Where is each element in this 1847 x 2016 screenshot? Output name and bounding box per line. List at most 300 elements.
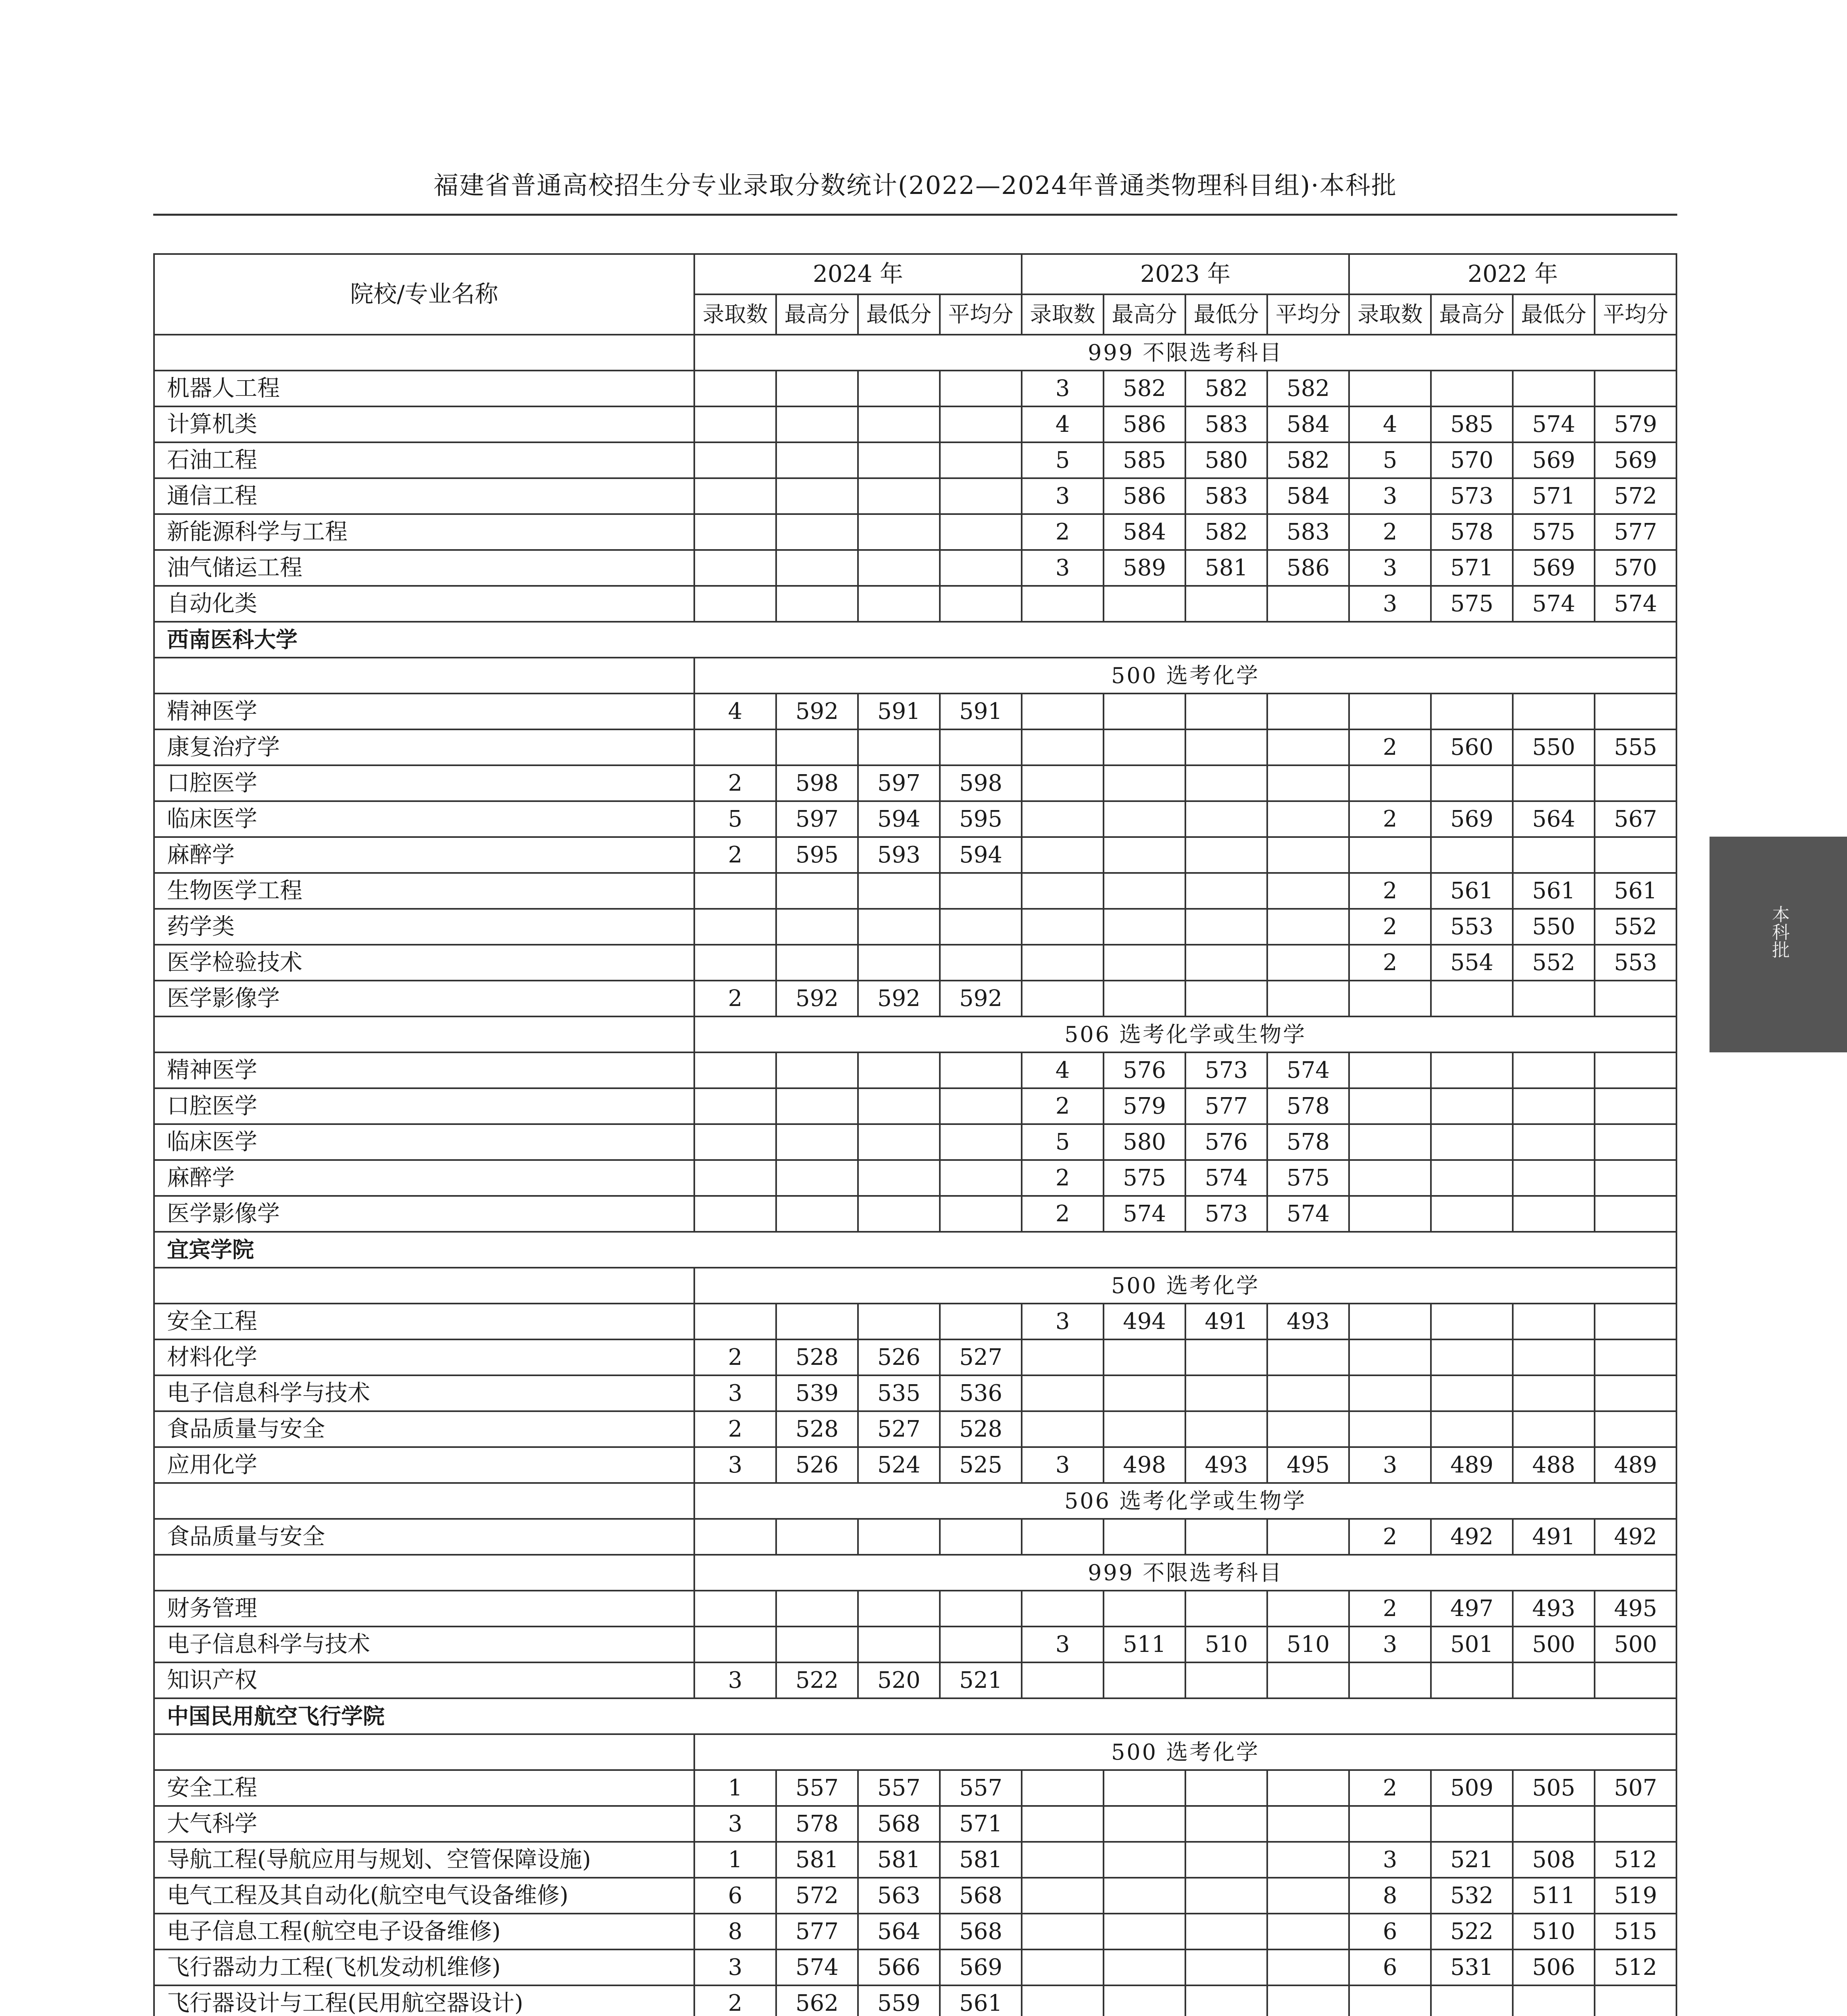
score-cell: 3 xyxy=(1349,478,1431,514)
score-cell xyxy=(1185,1914,1267,1949)
score-cell xyxy=(1022,1985,1104,2016)
score-cell: 512 xyxy=(1595,1949,1676,1985)
score-cell: 597 xyxy=(776,801,858,837)
score-cell xyxy=(1022,1806,1104,1842)
score-cell: 561 xyxy=(1431,873,1513,909)
score-cell: 574 xyxy=(1267,1052,1349,1088)
score-cell xyxy=(858,1304,940,1339)
score-cell: 581 xyxy=(776,1842,858,1878)
score-cell: 2 xyxy=(1349,1519,1431,1555)
score-cell: 488 xyxy=(1513,1447,1595,1483)
score-cell xyxy=(694,406,776,442)
year-header: 2024 年 xyxy=(694,254,1022,294)
score-cell xyxy=(1513,1304,1595,1339)
major-name: 安全工程 xyxy=(154,1304,694,1339)
major-name: 材料化学 xyxy=(154,1339,694,1375)
table-row xyxy=(154,514,1676,550)
major-name: 口腔医学 xyxy=(154,765,694,801)
score-cell: 2 xyxy=(1349,801,1431,837)
score-cell xyxy=(1104,1842,1185,1878)
table-row xyxy=(154,1052,1676,1088)
major-name: 计算机类 xyxy=(154,406,694,442)
table-row xyxy=(154,909,1676,945)
score-cell: 591 xyxy=(858,694,940,729)
score-cell: 494 xyxy=(1104,1304,1185,1339)
score-cell xyxy=(776,873,858,909)
score-cell: 567 xyxy=(1595,801,1676,837)
score-cell xyxy=(776,514,858,550)
score-cell xyxy=(1595,1304,1676,1339)
score-cell: 491 xyxy=(1513,1519,1595,1555)
score-cell xyxy=(940,550,1022,586)
score-cell xyxy=(1595,1196,1676,1232)
score-cell: 581 xyxy=(940,1842,1022,1878)
score-cell xyxy=(1104,1949,1185,1985)
score-cell: 574 xyxy=(1595,586,1676,622)
score-cell xyxy=(776,1160,858,1196)
score-cell xyxy=(1431,1985,1513,2016)
score-cell xyxy=(1513,371,1595,406)
score-cell xyxy=(1267,1770,1349,1806)
score-cell xyxy=(1267,1949,1349,1985)
subject-requirement: 506 选考化学或生物学 xyxy=(694,1016,1676,1052)
major-name: 知识产权 xyxy=(154,1662,694,1698)
score-cell xyxy=(858,371,940,406)
score-cell xyxy=(1022,909,1104,945)
score-cell: 493 xyxy=(1513,1591,1595,1627)
school-row xyxy=(154,622,1676,658)
score-cell xyxy=(776,1627,858,1662)
score-cell: 571 xyxy=(1431,550,1513,586)
score-cell xyxy=(1595,694,1676,729)
table-row xyxy=(154,1914,1676,1949)
score-cell: 2 xyxy=(694,981,776,1016)
score-cell: 577 xyxy=(776,1914,858,1949)
score-cell: 2 xyxy=(1349,729,1431,765)
score-cell: 2 xyxy=(1349,873,1431,909)
score-cell: 580 xyxy=(1185,442,1267,478)
score-cell xyxy=(694,1304,776,1339)
score-cell xyxy=(1104,765,1185,801)
table-row xyxy=(154,442,1676,478)
score-cell: 6 xyxy=(1349,1949,1431,1985)
score-cell: 584 xyxy=(1104,514,1185,550)
score-cell xyxy=(858,1124,940,1160)
major-name: 口腔医学 xyxy=(154,1088,694,1124)
score-cell: 522 xyxy=(1431,1914,1513,1949)
score-cell: 568 xyxy=(940,1914,1022,1949)
score-cell: 555 xyxy=(1595,729,1676,765)
score-cell xyxy=(940,1519,1022,1555)
score-cell xyxy=(1104,729,1185,765)
score-cell: 2 xyxy=(1022,514,1104,550)
score-cell: 493 xyxy=(1267,1304,1349,1339)
major-name: 电子信息科学与技术 xyxy=(154,1627,694,1662)
score-cell: 492 xyxy=(1431,1519,1513,1555)
score-cell: 550 xyxy=(1513,729,1595,765)
major-name: 飞行器动力工程(飞机发动机维修) xyxy=(154,1949,694,1985)
column-sub-header: 最低分 xyxy=(858,294,940,335)
score-cell xyxy=(1595,1088,1676,1124)
major-name: 临床医学 xyxy=(154,1124,694,1160)
score-cell xyxy=(1349,1304,1431,1339)
score-cell xyxy=(858,1196,940,1232)
score-cell: 495 xyxy=(1267,1447,1349,1483)
score-cell: 531 xyxy=(1431,1949,1513,1985)
score-cell xyxy=(1431,371,1513,406)
score-cell: 584 xyxy=(1267,478,1349,514)
score-cell: 5 xyxy=(1022,1124,1104,1160)
score-cell xyxy=(1513,1160,1595,1196)
major-name: 石油工程 xyxy=(154,442,694,478)
subject-requirement-row xyxy=(154,658,1676,694)
blank-cell xyxy=(154,1734,694,1770)
score-cell xyxy=(1267,1339,1349,1375)
score-cell xyxy=(1022,801,1104,837)
score-cell xyxy=(1104,1411,1185,1447)
table-row xyxy=(154,550,1676,586)
score-cell xyxy=(694,945,776,981)
score-cell xyxy=(858,1519,940,1555)
school-name: 宜宾学院 xyxy=(154,1232,1676,1268)
score-cell xyxy=(1104,1878,1185,1914)
running-header: 福建省普通高校招生分专业录取分数统计(2022—2024年普通类物理科目组)·本科批 xyxy=(433,171,1397,200)
score-cell xyxy=(776,586,858,622)
table-row xyxy=(154,1088,1676,1124)
table-row xyxy=(154,1160,1676,1196)
score-cell xyxy=(858,406,940,442)
score-cell xyxy=(1349,1088,1431,1124)
table-row xyxy=(154,1806,1676,1842)
score-cell xyxy=(940,406,1022,442)
score-cell: 570 xyxy=(1595,550,1676,586)
score-cell: 591 xyxy=(940,694,1022,729)
score-cell xyxy=(1513,1124,1595,1160)
score-cell xyxy=(1104,837,1185,873)
major-name: 医学检验技术 xyxy=(154,945,694,981)
score-cell xyxy=(1431,1088,1513,1124)
year-header: 2023 年 xyxy=(1022,254,1349,294)
major-name: 通信工程 xyxy=(154,478,694,514)
score-cell xyxy=(858,550,940,586)
score-cell xyxy=(940,1304,1022,1339)
column-sub-header: 最高分 xyxy=(1104,294,1185,335)
side-tab-label: 本科批 xyxy=(1769,905,1789,958)
major-name: 自动化类 xyxy=(154,586,694,622)
score-cell: 571 xyxy=(1513,478,1595,514)
score-cell xyxy=(694,1591,776,1627)
score-cell xyxy=(776,729,858,765)
score-cell: 566 xyxy=(858,1949,940,1985)
score-cell xyxy=(1267,981,1349,1016)
major-name: 康复治疗学 xyxy=(154,729,694,765)
score-cell xyxy=(1104,586,1185,622)
score-cell: 598 xyxy=(940,765,1022,801)
score-cell: 575 xyxy=(1431,586,1513,622)
score-cell xyxy=(1513,1375,1595,1411)
column-sub-header: 最高分 xyxy=(1431,294,1513,335)
score-cell xyxy=(858,1052,940,1088)
score-cell xyxy=(1349,837,1431,873)
score-cell: 574 xyxy=(776,1949,858,1985)
subject-requirement: 999 不限选考科目 xyxy=(694,335,1676,371)
score-cell xyxy=(1185,837,1267,873)
table-row xyxy=(154,729,1676,765)
score-cell xyxy=(1022,1591,1104,1627)
score-cell: 3 xyxy=(1022,550,1104,586)
score-cell: 526 xyxy=(858,1339,940,1375)
score-cell xyxy=(1513,1985,1595,2016)
score-cell: 5 xyxy=(1349,442,1431,478)
subject-requirement-row xyxy=(154,1268,1676,1304)
score-cell xyxy=(694,909,776,945)
score-cell: 577 xyxy=(1595,514,1676,550)
score-cell: 536 xyxy=(940,1375,1022,1411)
score-cell xyxy=(694,1124,776,1160)
score-cell: 508 xyxy=(1513,1842,1595,1878)
score-cell xyxy=(1104,1770,1185,1806)
score-cell: 570 xyxy=(1431,442,1513,478)
score-cell xyxy=(1349,1662,1431,1698)
score-cell xyxy=(776,1591,858,1627)
score-cell: 521 xyxy=(1431,1842,1513,1878)
score-cell xyxy=(1431,1052,1513,1088)
score-cell xyxy=(1185,945,1267,981)
year-header-row xyxy=(154,254,1676,294)
score-cell: 595 xyxy=(940,801,1022,837)
score-cell: 532 xyxy=(1431,1878,1513,1914)
score-cell: 550 xyxy=(1513,909,1595,945)
score-cell xyxy=(1185,1878,1267,1914)
score-cell: 561 xyxy=(1595,873,1676,909)
score-cell: 594 xyxy=(940,837,1022,873)
score-cell xyxy=(1595,1052,1676,1088)
score-cell: 3 xyxy=(1022,1447,1104,1483)
major-name: 食品质量与安全 xyxy=(154,1519,694,1555)
score-cell: 528 xyxy=(940,1411,1022,1447)
score-cell: 569 xyxy=(940,1949,1022,1985)
major-name: 药学类 xyxy=(154,909,694,945)
score-cell xyxy=(1431,837,1513,873)
score-cell: 2 xyxy=(1349,945,1431,981)
score-cell xyxy=(776,1052,858,1088)
score-cell: 539 xyxy=(776,1375,858,1411)
score-cell xyxy=(1022,1914,1104,1949)
school-row xyxy=(154,1232,1676,1268)
table-row xyxy=(154,1447,1676,1483)
score-cell xyxy=(858,478,940,514)
score-cell xyxy=(940,945,1022,981)
score-cell xyxy=(1185,873,1267,909)
score-cell: 519 xyxy=(1595,1878,1676,1914)
score-cell xyxy=(940,586,1022,622)
score-cell: 574 xyxy=(1267,1196,1349,1232)
score-cell xyxy=(1185,1411,1267,1447)
school-name: 中国民用航空飞行学院 xyxy=(154,1698,1676,1734)
score-cell xyxy=(940,442,1022,478)
score-cell xyxy=(1595,1124,1676,1160)
score-cell xyxy=(1349,1196,1431,1232)
score-cell: 3 xyxy=(694,1949,776,1985)
blank-cell xyxy=(154,1483,694,1519)
score-cell: 582 xyxy=(1104,371,1185,406)
score-cell xyxy=(1595,1985,1676,2016)
score-cell xyxy=(1185,801,1267,837)
score-cell xyxy=(1022,1339,1104,1375)
score-cell xyxy=(858,586,940,622)
year-header: 2022 年 xyxy=(1349,254,1676,294)
score-cell xyxy=(1185,1806,1267,1842)
score-cell: 2 xyxy=(1022,1088,1104,1124)
score-cell xyxy=(1104,1339,1185,1375)
score-cell xyxy=(694,1052,776,1088)
score-cell xyxy=(1513,694,1595,729)
score-cell xyxy=(1185,694,1267,729)
score-cell xyxy=(776,371,858,406)
score-cell: 575 xyxy=(1513,514,1595,550)
score-cell: 597 xyxy=(858,765,940,801)
score-cell: 580 xyxy=(1104,1124,1185,1160)
score-cell xyxy=(1022,765,1104,801)
score-cell xyxy=(1431,1124,1513,1160)
score-cell: 578 xyxy=(1267,1088,1349,1124)
score-cell xyxy=(1267,1375,1349,1411)
score-cell: 3 xyxy=(694,1375,776,1411)
score-cell: 592 xyxy=(776,694,858,729)
score-cell: 5 xyxy=(1022,442,1104,478)
score-cell: 2 xyxy=(1022,1196,1104,1232)
score-cell xyxy=(694,550,776,586)
score-cell: 592 xyxy=(858,981,940,1016)
score-cell: 524 xyxy=(858,1447,940,1483)
school-name: 西南医科大学 xyxy=(154,622,1676,658)
score-cell xyxy=(1267,801,1349,837)
score-cell xyxy=(694,371,776,406)
score-cell: 527 xyxy=(940,1339,1022,1375)
score-cell xyxy=(1513,981,1595,1016)
column-sub-header: 录取数 xyxy=(694,294,776,335)
score-cell: 3 xyxy=(694,1662,776,1698)
score-cell xyxy=(858,1160,940,1196)
score-cell xyxy=(1104,801,1185,837)
score-cell: 592 xyxy=(776,981,858,1016)
score-cell xyxy=(1104,1985,1185,2016)
table-row xyxy=(154,1662,1676,1698)
score-cell xyxy=(1022,729,1104,765)
score-cell xyxy=(1431,1806,1513,1842)
score-cell: 572 xyxy=(1595,478,1676,514)
subject-requirement: 500 选考化学 xyxy=(694,1268,1676,1304)
score-cell xyxy=(1104,1662,1185,1698)
score-cell xyxy=(1513,837,1595,873)
table-row xyxy=(154,1519,1676,1555)
score-cell xyxy=(940,1196,1022,1232)
table-row xyxy=(154,1985,1676,2016)
score-cell: 497 xyxy=(1431,1591,1513,1627)
score-cell: 528 xyxy=(776,1339,858,1375)
score-cell xyxy=(1431,981,1513,1016)
score-cell: 569 xyxy=(1595,442,1676,478)
score-cell xyxy=(776,442,858,478)
blank-cell xyxy=(154,1268,694,1304)
score-cell: 569 xyxy=(1513,442,1595,478)
score-cell: 2 xyxy=(694,765,776,801)
score-cell: 593 xyxy=(858,837,940,873)
subject-requirement-row xyxy=(154,1555,1676,1591)
score-cell xyxy=(858,729,940,765)
score-cell: 586 xyxy=(1104,406,1185,442)
column-sub-header: 最高分 xyxy=(776,294,858,335)
score-cell: 2 xyxy=(694,1985,776,2016)
score-cell xyxy=(1267,1411,1349,1447)
table-row xyxy=(154,1124,1676,1160)
table-row xyxy=(154,1196,1676,1232)
score-cell xyxy=(1185,1519,1267,1555)
score-cell xyxy=(1595,765,1676,801)
score-cell: 562 xyxy=(776,1985,858,2016)
major-name: 安全工程 xyxy=(154,1770,694,1806)
score-cell xyxy=(1349,1985,1431,2016)
score-cell: 527 xyxy=(858,1411,940,1447)
score-cell xyxy=(940,514,1022,550)
score-cell: 578 xyxy=(1431,514,1513,550)
score-cell: 501 xyxy=(1431,1627,1513,1662)
score-cell: 3 xyxy=(1022,1304,1104,1339)
table-row xyxy=(154,945,1676,981)
score-cell: 522 xyxy=(776,1662,858,1698)
score-cell: 574 xyxy=(1104,1196,1185,1232)
score-cell: 584 xyxy=(1267,406,1349,442)
score-cell: 581 xyxy=(1185,550,1267,586)
table-row xyxy=(154,406,1676,442)
score-cell xyxy=(1022,1770,1104,1806)
score-cell xyxy=(1513,1662,1595,1698)
score-cell xyxy=(1267,1842,1349,1878)
score-cell: 3 xyxy=(694,1806,776,1842)
score-cell xyxy=(1431,765,1513,801)
score-cell: 2 xyxy=(1349,909,1431,945)
score-cell xyxy=(1267,1806,1349,1842)
score-cell xyxy=(1513,1339,1595,1375)
score-cell: 500 xyxy=(1513,1627,1595,1662)
score-cell xyxy=(858,514,940,550)
score-cell xyxy=(940,909,1022,945)
score-cell xyxy=(1267,1591,1349,1627)
score-cell xyxy=(694,1627,776,1662)
score-cell: 1 xyxy=(694,1842,776,1878)
score-cell xyxy=(1104,1914,1185,1949)
table-row xyxy=(154,1304,1676,1339)
score-cell: 510 xyxy=(1267,1627,1349,1662)
table-row xyxy=(154,371,1676,406)
score-cell xyxy=(1104,1591,1185,1627)
table-row xyxy=(154,478,1676,514)
score-cell: 4 xyxy=(1349,406,1431,442)
score-cell: 582 xyxy=(1267,371,1349,406)
score-cell xyxy=(694,1160,776,1196)
score-cell: 491 xyxy=(1185,1304,1267,1339)
score-cell: 581 xyxy=(858,1842,940,1878)
score-cell xyxy=(1349,1411,1431,1447)
major-name: 临床医学 xyxy=(154,801,694,837)
subject-requirement-row xyxy=(154,335,1676,371)
score-cell: 3 xyxy=(1349,1842,1431,1878)
score-cell xyxy=(1185,1842,1267,1878)
score-cell: 2 xyxy=(1349,1591,1431,1627)
score-cell: 574 xyxy=(1513,586,1595,622)
score-cell: 509 xyxy=(1431,1770,1513,1806)
score-cell: 3 xyxy=(1022,371,1104,406)
